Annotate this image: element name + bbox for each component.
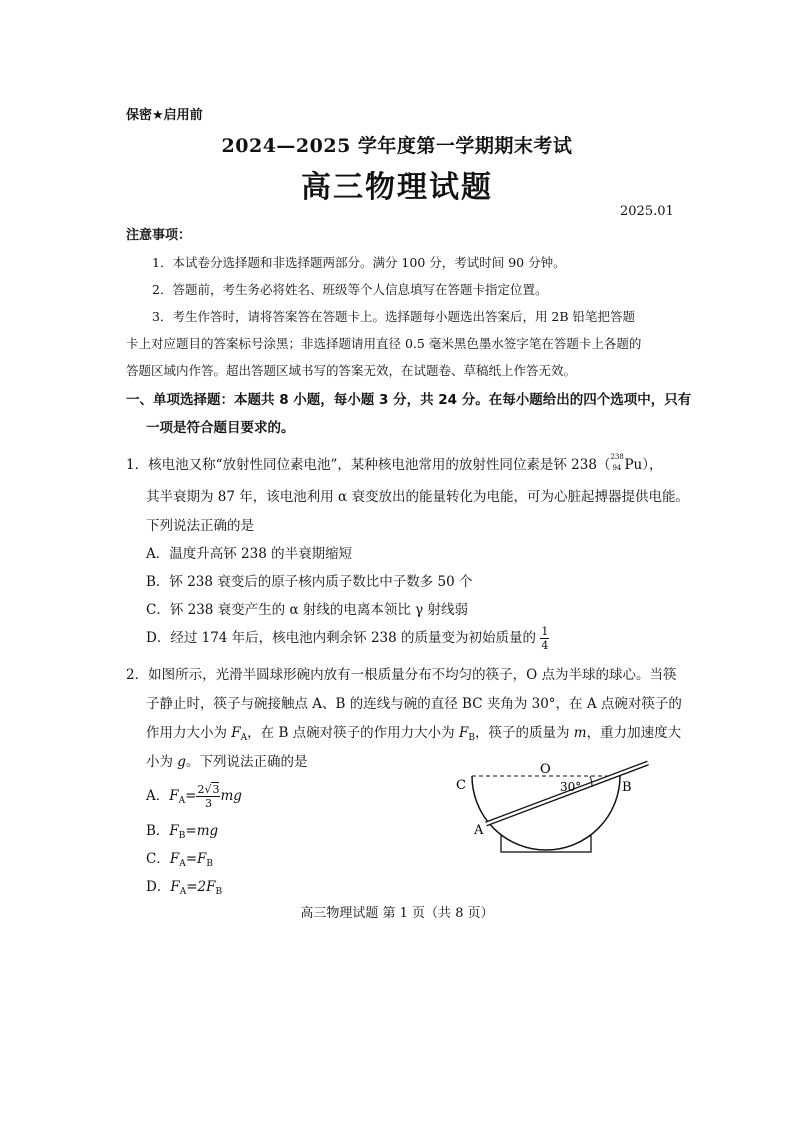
q2-option-d[interactable] <box>146 875 222 897</box>
notes-heading: 注意事项： <box>126 228 192 243</box>
subject-title: 高三物理试题 <box>301 170 493 205</box>
q1-stem-line-1 <box>126 453 662 473</box>
fraction-one-quarter <box>540 626 549 651</box>
q2-text: ，在 B 点碗对筷子的作用力大小为 <box>247 725 459 741</box>
q2-option-b[interactable] <box>146 819 218 841</box>
mg-var: mg <box>220 788 242 804</box>
q2-stem-line-3 <box>146 721 681 743</box>
q2-text: ，重力加速度大 <box>586 725 682 741</box>
isotope-atomic-number: 94 <box>612 464 622 472</box>
option-label: B． <box>146 823 170 839</box>
gravity-var: g <box>177 754 186 770</box>
mass-var: m <box>573 725 587 741</box>
angle-label: 30° <box>560 780 582 794</box>
subscript-b: B <box>178 831 186 841</box>
force-symbol: F <box>169 788 179 804</box>
note-3-line-2: 卡上对应题目的答案标号涂黑；非选择题请用直径 0.5 毫米黑色墨水签字笔在答题卡上各题的 <box>126 336 642 351</box>
subscript-a: A <box>178 796 186 806</box>
option-label: C． <box>146 851 170 867</box>
force-symbol: F <box>170 879 180 895</box>
q1-option-d-text: D．经过 174 年后，核电池内剩余钚 238 的质量变为初始质量的 <box>146 630 537 646</box>
force-a-var <box>231 725 247 741</box>
option-label: D． <box>146 879 171 895</box>
exam-title: 2024—2025 学年度第一学期期末考试 <box>221 135 573 157</box>
fraction-numerator: 1 <box>541 625 549 638</box>
confidential-mark: 保密★启用前 <box>126 108 203 123</box>
q2-option-c[interactable] <box>146 847 213 869</box>
fraction-denominator: 3 <box>204 797 212 810</box>
option-b-rhs: =mg <box>185 823 219 839</box>
note-3-line-3: 答题区域内作答。超出答题区域书写的答案无效，在试题卷、草稿纸上作答无效。 <box>126 363 577 378</box>
force-symbol: F <box>231 725 241 741</box>
q2-stem-line-2: 子静止时，筷子与碗接触点 A、B 的连线与碗的直径 BC 夹角为 30°，在 A 点碗对筷子的 <box>146 696 682 712</box>
subscript-a: A <box>240 733 248 743</box>
fraction-two-root-three-over-three <box>196 784 220 809</box>
isotope-symbol: Pu <box>624 457 643 473</box>
equals-sign: = <box>185 788 197 804</box>
note-2: 2．答题前，考生务必将姓名、班级等个人信息填写在答题卡指定位置。 <box>152 282 548 297</box>
subscript-a: A <box>179 859 186 869</box>
option-label: A． <box>146 788 170 804</box>
option-c-rhs: =F <box>185 851 207 867</box>
point-c-label: C <box>456 778 466 793</box>
q1-stem-text: 1．核电池又称“放射性同位素电池”，某种核电池常用的放射性同位素是钚 238（ <box>126 457 611 473</box>
subscript-b: B <box>206 859 214 869</box>
point-a-label: A <box>474 823 484 838</box>
force-symbol: F <box>169 823 179 839</box>
q1-stem-line-2: 其半衰期为 87 年，该电池利用 α 衰变放出的能量转化为电能，可为心脏起搏器提供电能。 <box>146 489 689 505</box>
force-b-var <box>459 725 475 741</box>
option-d-rhs: =2F <box>186 879 216 895</box>
bowl-chopstick-diagram <box>440 756 660 861</box>
q2-stem-line-4 <box>146 750 307 770</box>
fraction-numerator <box>196 784 220 797</box>
q2-text: 小为 <box>146 754 178 770</box>
q1-option-b[interactable]: B．钚 238 衰变后的原子核内质子数比中子数多 50 个 <box>146 574 473 590</box>
section-1-heading-line-1: 一、单项选择题：本题共 8 小题，每小题 3 分，共 24 分。在每小题给出的四个选项中，只有 <box>126 392 692 408</box>
force-symbol: F <box>458 725 469 741</box>
point-o-label: O <box>540 762 551 777</box>
q2-text: ，筷子的质量为 <box>474 725 574 741</box>
subscript-b: B <box>215 887 223 897</box>
section-1-heading-line-2: 一项是符合题目要求的。 <box>146 420 295 436</box>
q1-option-c[interactable]: C．钚 238 衰变产生的 α 射线的电离本领比 γ 射线弱 <box>146 602 469 618</box>
point-b-label: B <box>622 780 632 795</box>
q1-option-a[interactable]: A．温度升高钚 238 的半衰期缩短 <box>146 546 353 562</box>
force-symbol: F <box>169 851 180 867</box>
q1-stem-close: ）， <box>642 457 663 473</box>
q2-stem-line-1: 2．如图所示，光滑半圆球形碗内放有一根质量分布不均匀的筷子，O 点为半球的球心。当筷 <box>126 667 677 683</box>
subscript-b: B <box>468 733 475 743</box>
exam-date: 2025.01 <box>620 204 674 219</box>
q1-stem-line-3: 下列说法正确的是 <box>146 518 254 534</box>
q2-option-a[interactable] <box>146 784 242 809</box>
bowl-outline <box>472 776 620 850</box>
subscript-a: A <box>179 887 187 897</box>
note-3-line-1: 3．考生作答时，请将答案答在答题卡上。选择题每小题选出答案后，用 2B 铅笔把答题 <box>152 309 636 324</box>
q2-text: 作用力大小为 <box>146 725 232 741</box>
page-footer: 高三物理试题 第 1 页（共 8 页） <box>300 906 494 921</box>
isotope-mass-number: 238 <box>610 453 624 461</box>
fraction-denominator: 4 <box>541 639 549 652</box>
sqrt-icon: √ <box>204 783 212 796</box>
q2-text: 。下列说法正确的是 <box>185 754 308 770</box>
radicand: 3 <box>212 783 220 796</box>
pu-isotope-notation <box>610 453 624 472</box>
coefficient: 2 <box>197 783 205 796</box>
q1-option-d[interactable] <box>146 626 549 651</box>
note-1: 1．本试卷分选择题和非选择题两部分。满分 100 分，考试时间 90 分钟。 <box>152 255 566 270</box>
